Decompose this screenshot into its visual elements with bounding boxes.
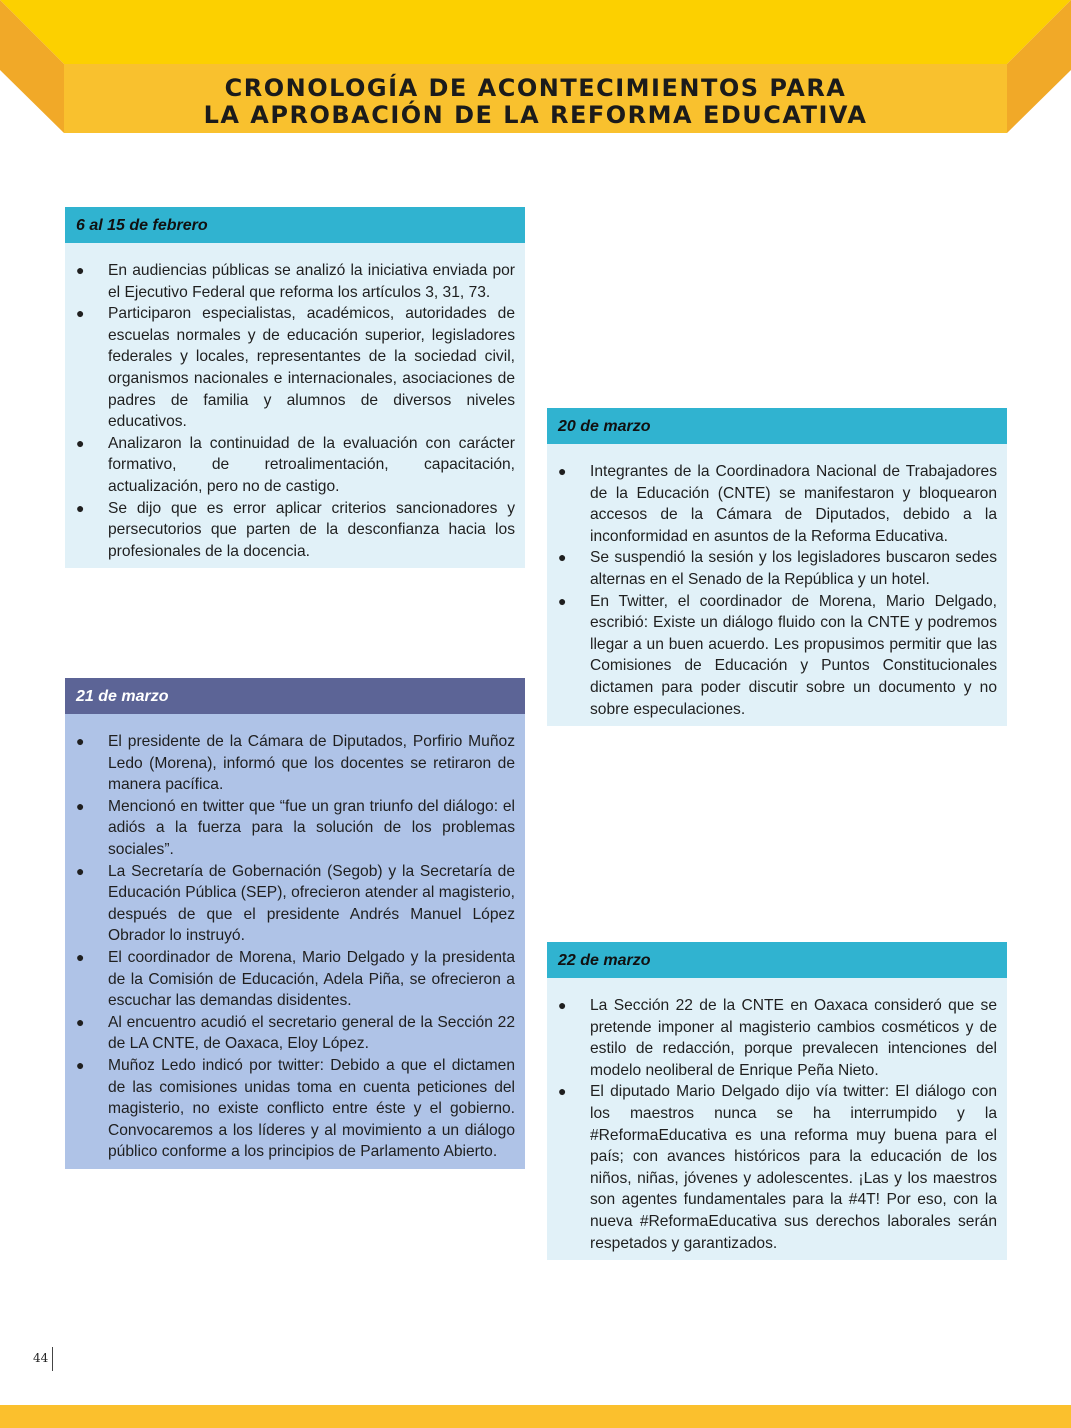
list-item	[76, 796, 515, 861]
page-number-divider	[52, 1347, 53, 1371]
list-item-text: El diputado Mario Delgado dijo vía twitter: El diálogo con los maestros nunca se ha interrumpido y la #ReformaEducativa es una reforma muy buena para el país; con avances históricos para la educación de los niños, niñas, jóvenes y adolescentes. ¡Las y los maestros son agentes fundamentales para la #4T! Por eso, con la nueva #ReformaEducativa sus derechos laborales serán respetados y garantizados.	[590, 1083, 997, 1252]
list-item	[76, 1012, 515, 1055]
list-item	[76, 498, 515, 563]
list-item	[558, 547, 997, 590]
list-item-text: Muñoz Ledo indicó por twitter: Debido a que el dictamen de las comisiones unidas toma en cuenta peticiones del magisterio, no existe conflicto entre éste y el gobierno. Convocaremos a los líderes y al movimiento a un diálogo público conforme a los principios de Parlamento Abierto.	[108, 1056, 515, 1161]
bullet-icon: ●	[558, 592, 567, 609]
list-item-text: La Secretaría de Gobernación (Segob) y la Secretaría de Educación Pública (SEP), ofrecieron atender al magisterio, después de que el presidente Andrés Manuel López Obrador lo instruyó.	[108, 862, 515, 945]
bullet-icon: ●	[76, 862, 85, 879]
list-item	[558, 591, 997, 721]
title-banner	[0, 0, 1071, 140]
page-title-line-1: CRONOLOGÍA DE ACONTECIMIENTOS PARA	[224, 74, 847, 102]
list-item	[76, 433, 515, 498]
list-item-text: Al encuentro acudió el secretario general de la Sección 22 de LA CNTE, de Oaxaca, Eloy López.	[108, 1013, 515, 1053]
list-item-text: El coordinador de Morena, Mario Delgado y la presidenta de la Comisión de Educación, Adela Piña, se ofrecieron a escuchar las demandas disidentes.	[108, 948, 515, 1010]
event-body	[65, 243, 525, 568]
event-date-heading: 20 de marzo	[547, 408, 1007, 444]
event-bullet-list	[558, 461, 997, 720]
event-date-heading: 21 de marzo	[65, 678, 525, 714]
list-item-text: Analizaron la continuidad de la evaluación con carácter formativo, de retroalimentación, capacitación, actualización, pero no de castigo.	[108, 434, 515, 495]
list-item-text: Participaron especialistas, académicos, autoridades de escuelas normales y de educación superior, legisladores federales y locales, representantes de la sociedad civil, organismos nacionales e internacionales, asociaciones de padres de familia y alumnos de diversos niveles educativos.	[108, 305, 515, 431]
bullet-icon: ●	[76, 948, 85, 965]
event-date-heading: 6 al 15 de febrero	[65, 207, 525, 243]
list-item-text: Se dijo que es error aplicar criterios sancionadores y persecutorios que parten de la desconfianza hacia los profesionales de la docencia.	[108, 499, 515, 560]
bullet-icon: ●	[76, 499, 85, 516]
bullet-icon: ●	[558, 549, 567, 566]
list-item-text: Mencionó en twitter que “fue un gran triunfo del diálogo: el adiós a la fuerza para la solución de los problemas sociales”.	[108, 797, 515, 858]
list-item	[76, 947, 515, 1012]
event-card-mar20	[547, 408, 1007, 726]
page-number: 44	[33, 1351, 49, 1365]
list-item	[76, 260, 515, 303]
banner-top-band	[0, 0, 1071, 64]
list-item-text: Integrantes de la Coordinadora Nacional de Trabajadores de la Educación (CNTE) se manifestaron y bloquearon accesos de la Cámara de Diputados, debido a la inconformidad en asuntos de la Reforma Educativa.	[590, 463, 997, 545]
event-card-feb	[65, 207, 525, 568]
list-item-text: En Twitter, el coordinador de Morena, Mario Delgado, escribió: Existe un diálogo fluido con la CNTE y podremos llegar a un buen acuerdo. Les propusimos permitir que las Comisiones de Educación y Puntos Constitucionales dictamen para poder discutir sobre un documento y no sobre especulaciones.	[590, 592, 997, 718]
bullet-icon: ●	[558, 1083, 567, 1100]
bullet-icon: ●	[76, 434, 85, 451]
event-date-heading: 22 de marzo	[547, 942, 1007, 978]
list-item	[558, 461, 997, 547]
event-bullet-list	[558, 995, 997, 1254]
list-item-text: El presidente de la Cámara de Diputados, Porfirio Muñoz Ledo (Morena), informó que los docentes se retiraron de manera pacífica.	[108, 733, 515, 794]
event-card-mar21	[65, 678, 525, 1169]
list-item-text: En audiencias públicas se analizó la iniciativa enviada por el Ejecutivo Federal que reforma los artículos 3, 31, 73.	[108, 262, 515, 301]
list-item	[76, 861, 515, 947]
bullet-icon: ●	[76, 1013, 85, 1030]
list-item	[76, 1055, 515, 1163]
list-item	[558, 995, 997, 1081]
page-title	[64, 72, 1007, 132]
bullet-icon: ●	[76, 1056, 85, 1073]
list-item	[76, 731, 515, 796]
bullet-icon: ●	[76, 797, 85, 814]
event-bullet-list	[76, 260, 515, 562]
bullet-icon: ●	[558, 997, 567, 1013]
bullet-icon: ●	[76, 262, 85, 278]
list-item	[76, 303, 515, 433]
event-card-mar22	[547, 942, 1007, 1260]
event-body	[547, 978, 1007, 1260]
event-bullet-list	[76, 731, 515, 1163]
bullet-icon: ●	[76, 733, 85, 749]
event-body	[65, 714, 525, 1169]
bullet-icon: ●	[76, 305, 85, 322]
footer-bar	[0, 1405, 1071, 1428]
event-body	[547, 444, 1007, 726]
list-item-text: Se suspendió la sesión y los legisladores buscaron sedes alternas en el Senado de la República y un hotel.	[590, 549, 997, 588]
list-item-text: La Sección 22 de la CNTE en Oaxaca consideró que se pretende imponer al magisterio cambios cosméticos y de estilo de redacción, porque prevalecen intenciones del modelo neoliberal de Enrique Peña Nieto.	[590, 997, 997, 1079]
bullet-icon: ●	[558, 463, 567, 479]
page-title-line-2: LA APROBACIÓN DE LA REFORMA EDUCATIVA	[203, 101, 868, 129]
list-item	[558, 1081, 997, 1254]
